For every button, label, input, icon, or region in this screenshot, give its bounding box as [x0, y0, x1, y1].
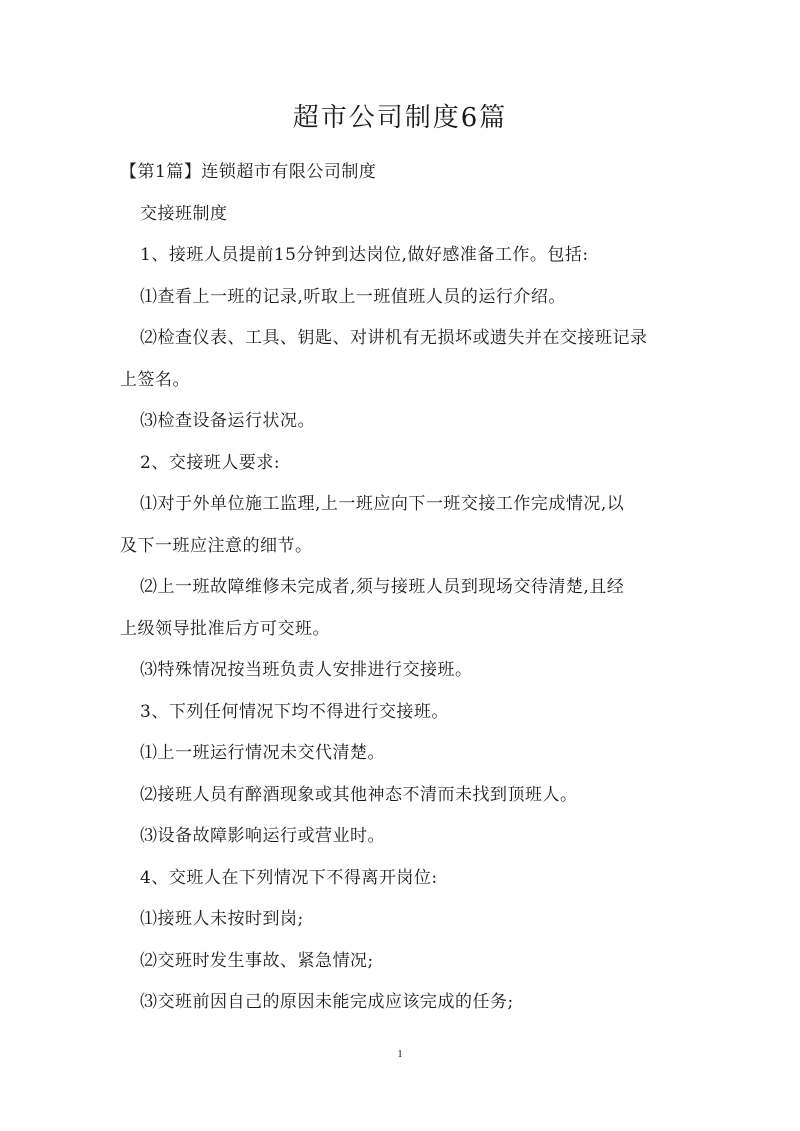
- paragraph-line: ⑶设备故障影响运行或营业时。: [140, 826, 385, 846]
- page-number: 1: [397, 1048, 403, 1060]
- paragraph-line: 上级领导批准后方可交班。: [120, 618, 330, 639]
- paragraph-line: ⑴接班人未按时到岗;: [140, 909, 304, 929]
- paragraph-line: ⑶特殊情况按当班负责人安排进行交接班。: [140, 660, 473, 680]
- paragraph-line: ⑵交班时发生事故、紧急情况;: [140, 950, 374, 971]
- paragraph-line: ⑵接班人员有醉酒现象或其他神态不清而未找到顶班人。: [140, 784, 578, 805]
- document-title: 超市公司制度6篇: [292, 103, 508, 133]
- paragraph-line: ⑶交班前因自己的原因未能完成应该完成的任务;: [140, 992, 514, 1012]
- paragraph-line: ⑴查看上一班的记录,听取上一班值班人员的运行介绍。: [140, 286, 566, 307]
- paragraph-line: 1、接班人员提前15分钟到达岗位,做好感准备工作。包括:: [140, 245, 589, 265]
- paragraph-line: ⑴对于外单位施工监理,上一班应向下一班交接工作完成情况,以: [140, 494, 625, 514]
- paragraph-line: 上签名。: [120, 369, 190, 390]
- paragraph-line: ⑵上一班故障维修未完成者,须与接班人员到现场交待清楚,且经: [140, 577, 625, 597]
- paragraph-line: 4、交班人在下列情况下不得离开岗位:: [140, 867, 438, 888]
- paragraph-line: ⑴上一班运行情况未交代清楚。: [140, 743, 385, 763]
- paragraph-line: ⑵检查仪表、工具、钥匙、对讲机有无损坏或遗失并在交接班记录: [140, 328, 648, 348]
- paragraph-line: 交接班制度: [140, 203, 228, 224]
- paragraph-line: 2、交接班人要求:: [140, 452, 281, 473]
- paragraph-line: 3、下列任何情况下均不得进行交接班。: [140, 701, 449, 722]
- paragraph-line: ⑶检查设备运行状况。: [140, 411, 315, 431]
- paragraph-line: 【第1篇】连锁超市有限公司制度: [120, 162, 377, 182]
- document-body: [120, 152, 685, 1024]
- paragraph-line: 及下一班应注意的细节。: [120, 535, 313, 556]
